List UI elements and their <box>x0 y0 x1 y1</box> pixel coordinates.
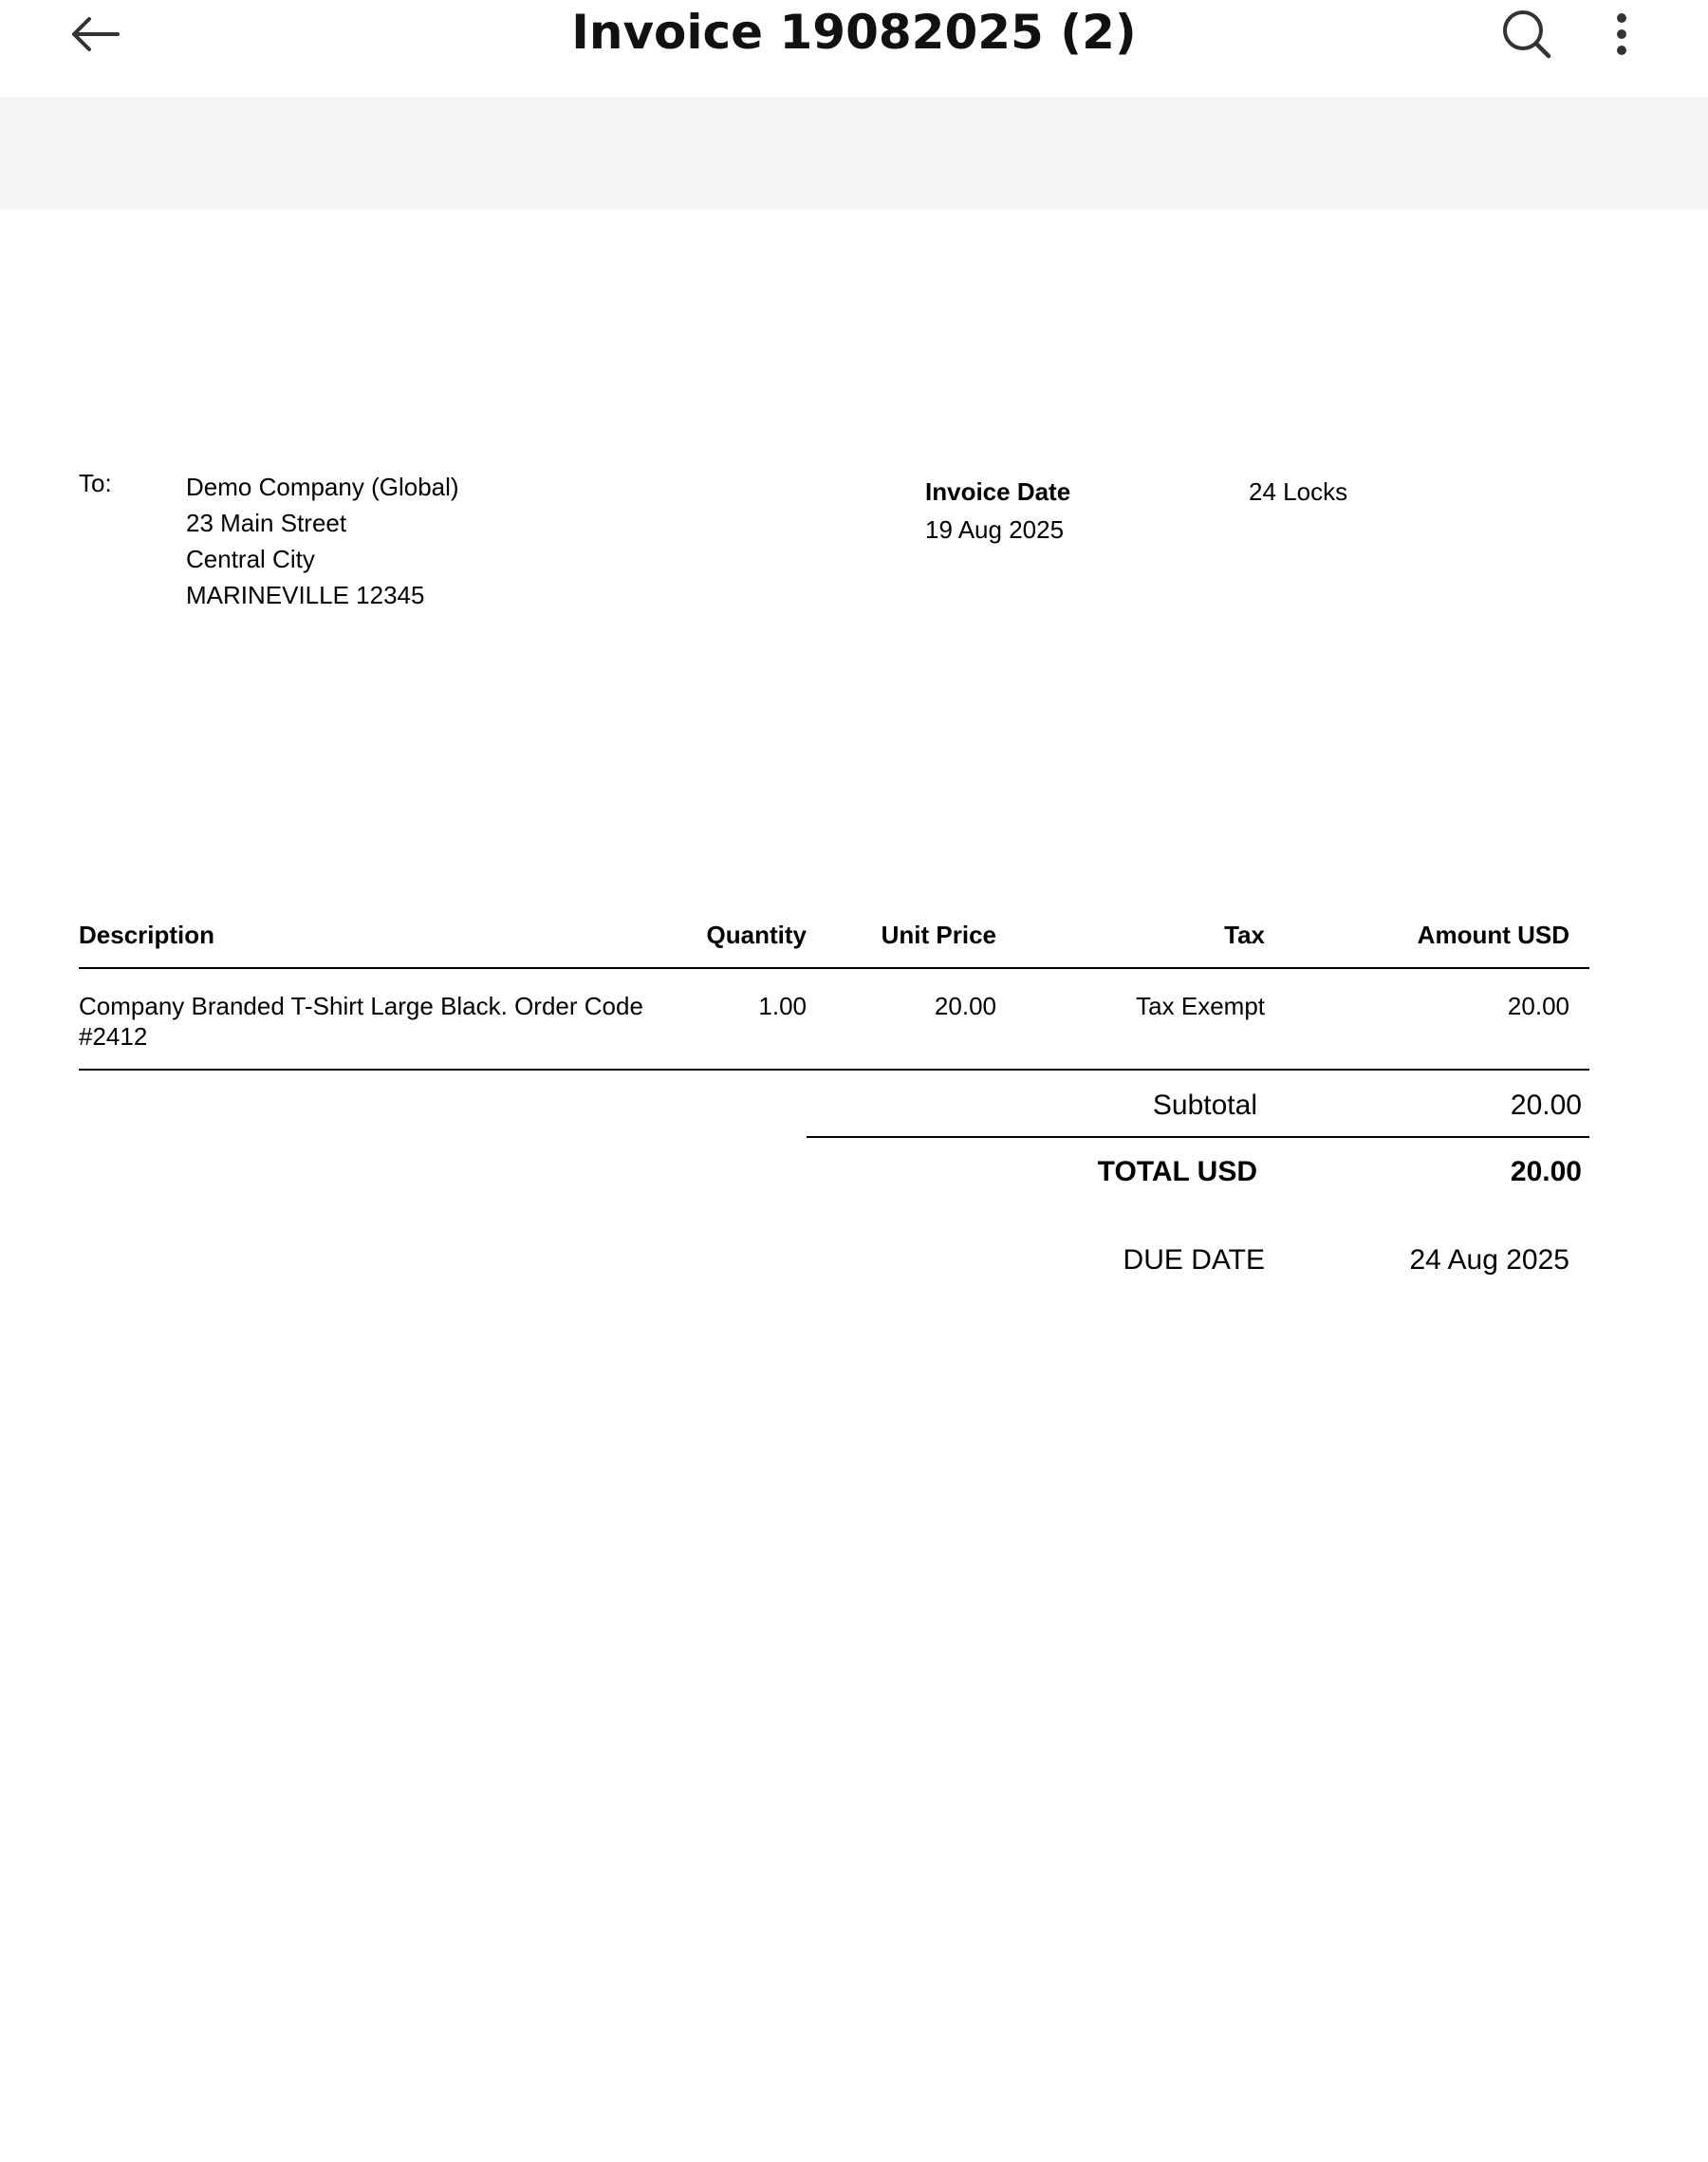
table-bottom-rule <box>79 1069 1589 1071</box>
recipient-street: 23 Main Street <box>186 509 347 537</box>
recipient-city: Central City <box>186 545 315 573</box>
sender-name: 24 Locks <box>1249 477 1348 506</box>
invoice-date-value: 19 Aug 2025 <box>925 515 1065 544</box>
table-header-rule <box>79 967 1589 969</box>
col-header-description: Description <box>79 921 215 949</box>
row-description-line2: #2412 <box>79 1022 148 1051</box>
invoice-page <box>0 210 1708 2162</box>
page-separator-band <box>0 97 1708 210</box>
subtotal-rule <box>807 1136 1589 1138</box>
more-vertical-icon <box>1615 12 1628 56</box>
subtotal-label: Subtotal <box>1152 1090 1257 1121</box>
search-icon <box>1501 9 1552 60</box>
col-header-amount: Amount USD <box>1417 921 1569 949</box>
total-label: TOTAL USD <box>1097 1156 1257 1187</box>
row-quantity: 1.00 <box>758 992 807 1020</box>
recipient-name: Demo Company (Global) <box>186 473 459 501</box>
app-bar <box>0 0 1708 97</box>
search-button[interactable] <box>1494 4 1560 65</box>
due-date-label: DUE DATE <box>1123 1244 1265 1276</box>
row-unit-price: 20.00 <box>934 992 996 1020</box>
total-value: 20.00 <box>1510 1156 1582 1187</box>
row-description-line1: Company Branded T-Shirt Large Black. Order Code <box>79 992 643 1020</box>
col-header-quantity: Quantity <box>706 921 807 949</box>
to-label: To: <box>79 469 112 497</box>
col-header-tax: Tax <box>1224 921 1265 949</box>
row-amount: 20.00 <box>1507 992 1569 1020</box>
subtotal-value: 20.00 <box>1510 1090 1582 1121</box>
more-options-button[interactable] <box>1600 4 1643 65</box>
row-tax: Tax Exempt <box>1136 992 1265 1020</box>
due-date-value: 24 Aug 2025 <box>1409 1244 1569 1276</box>
document-title: Invoice 19082025 (2) <box>571 5 1137 60</box>
recipient-region: MARINEVILLE 12345 <box>186 581 425 609</box>
col-header-unit-price: Unit Price <box>881 921 996 949</box>
invoice-date-label: Invoice Date <box>925 477 1071 506</box>
